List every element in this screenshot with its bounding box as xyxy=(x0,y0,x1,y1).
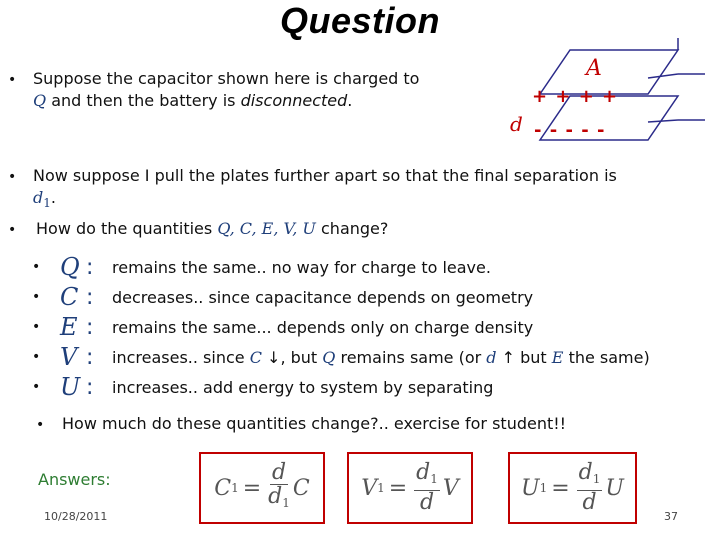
fraction-denominator: d xyxy=(582,489,597,515)
v-text-mid3: but xyxy=(515,347,552,367)
quantity-row-v xyxy=(32,342,692,372)
bullet-3-pre: How do the quantities xyxy=(36,219,218,238)
quantity-row-c xyxy=(32,282,692,312)
formula-lhs-sub: 1 xyxy=(231,481,239,495)
num-sub: 1 xyxy=(592,471,601,486)
bullet-1-end: . xyxy=(347,91,353,110)
disconnected-text: disconnected xyxy=(240,91,348,110)
fraction xyxy=(268,459,290,515)
separation-subscript: 1 xyxy=(43,196,51,210)
bullet-1-text: Suppose the capacitor shown here is charged to xyxy=(33,69,420,88)
den-symbol: d xyxy=(268,483,283,509)
fraction-numerator xyxy=(577,459,603,491)
quantity-symbol: C xyxy=(60,283,79,311)
equals-sign: = xyxy=(388,475,408,501)
formula-rhs: V xyxy=(442,475,459,501)
footer-date: 10/28/2011 xyxy=(44,510,108,523)
formula-rhs: C xyxy=(292,475,310,501)
down-arrow-icon: ↓ xyxy=(267,347,281,367)
bullet-dot: • xyxy=(32,259,41,275)
bullet-2-text: Now suppose I pull the plates further apart so that the final separation is xyxy=(33,166,617,185)
bullet-dot: • xyxy=(36,417,45,433)
quantity-row-u xyxy=(32,372,692,402)
colon: : xyxy=(86,344,94,370)
quantity-symbol: Q xyxy=(60,253,80,281)
bullet-1 xyxy=(8,68,428,110)
quantity-text xyxy=(112,348,650,367)
answers-label: Answers: xyxy=(38,470,111,489)
fraction-denominator xyxy=(268,485,290,515)
formula-capacitance xyxy=(199,452,325,524)
fraction-numerator xyxy=(414,459,440,491)
formula-lhs: V xyxy=(361,475,378,501)
separation-symbol: d xyxy=(486,347,497,367)
fraction-denominator: d xyxy=(419,489,435,515)
v-text-pre: increases.. since xyxy=(112,347,250,367)
v-text-mid2: remains same (or xyxy=(335,347,487,367)
bullet-2 xyxy=(8,165,708,210)
top-wire-right xyxy=(648,74,678,78)
colon: : xyxy=(86,254,94,280)
fraction-numerator: d xyxy=(271,459,287,485)
equals-sign: = xyxy=(551,475,570,501)
colon: : xyxy=(86,314,94,340)
fraction xyxy=(577,459,603,515)
separation-label: d xyxy=(510,112,523,136)
bullet-3 xyxy=(8,218,708,241)
equals-sign: = xyxy=(242,475,262,501)
quantity-symbol: U xyxy=(60,373,81,401)
bullet-dot: • xyxy=(32,289,41,305)
num-symbol: d xyxy=(578,459,593,485)
minus-charges: - - - - - xyxy=(534,120,606,141)
num-symbol: d xyxy=(416,459,431,485)
bullet-dot: • xyxy=(8,222,17,238)
quantity-text: increases.. add energy to system by separating xyxy=(112,377,494,397)
fraction xyxy=(414,459,440,515)
charge-symbol: Q xyxy=(33,91,47,110)
slide-title: Question xyxy=(279,0,440,41)
capacitance-symbol: C xyxy=(249,347,262,367)
area-label: A xyxy=(586,56,602,81)
bullet-4 xyxy=(36,413,656,436)
up-arrow-icon: ↑ xyxy=(501,347,516,367)
quantity-row-e xyxy=(32,312,692,342)
formula-energy xyxy=(508,452,637,524)
v-text-end: the same) xyxy=(563,347,650,367)
num-sub: 1 xyxy=(430,471,438,486)
quantity-text: remains the same.. no way for charge to leave. xyxy=(112,257,491,277)
bottom-wire xyxy=(648,120,678,122)
formula-lhs-sub: 1 xyxy=(539,481,548,495)
plus-charges: + + + + xyxy=(532,86,619,107)
bullet-dot: • xyxy=(32,319,41,335)
bullet-dot: • xyxy=(8,72,17,88)
bullet-4-text: How much do these quantities change?.. exercise for student!! xyxy=(62,414,567,433)
quantity-list-block xyxy=(32,252,692,402)
colon: : xyxy=(86,284,94,310)
bullet-dot: • xyxy=(32,349,41,365)
formula-rhs: U xyxy=(605,475,624,501)
v-text-mid: , but xyxy=(280,347,323,367)
quantity-list: Q, C, E, V, U xyxy=(217,219,316,238)
formula-voltage xyxy=(347,452,473,524)
quantity-text: remains the same... depends only on charge density xyxy=(112,317,534,337)
separation-symbol: d xyxy=(33,188,44,207)
formula-lhs-sub: 1 xyxy=(377,481,385,495)
formula-lhs: U xyxy=(521,475,540,501)
den-sub: 1 xyxy=(282,495,290,510)
quantity-symbol: E xyxy=(60,313,78,341)
bullet-1-mid: and then the battery is xyxy=(46,91,241,110)
quantity-text: decreases.. since capacitance depends on geometry xyxy=(112,287,534,307)
bullet-dot: • xyxy=(8,169,17,185)
quantity-row-q xyxy=(32,252,692,282)
formula-lhs: C xyxy=(214,475,232,501)
bullet-3-post: change? xyxy=(315,219,389,238)
page-number: 37 xyxy=(664,510,678,523)
charge-symbol: Q xyxy=(322,347,336,367)
bullet-2-end: . xyxy=(50,188,56,207)
colon: : xyxy=(86,374,94,400)
field-symbol: E xyxy=(551,347,564,367)
bullet-dot: • xyxy=(32,379,41,395)
quantity-symbol: V xyxy=(60,343,78,371)
